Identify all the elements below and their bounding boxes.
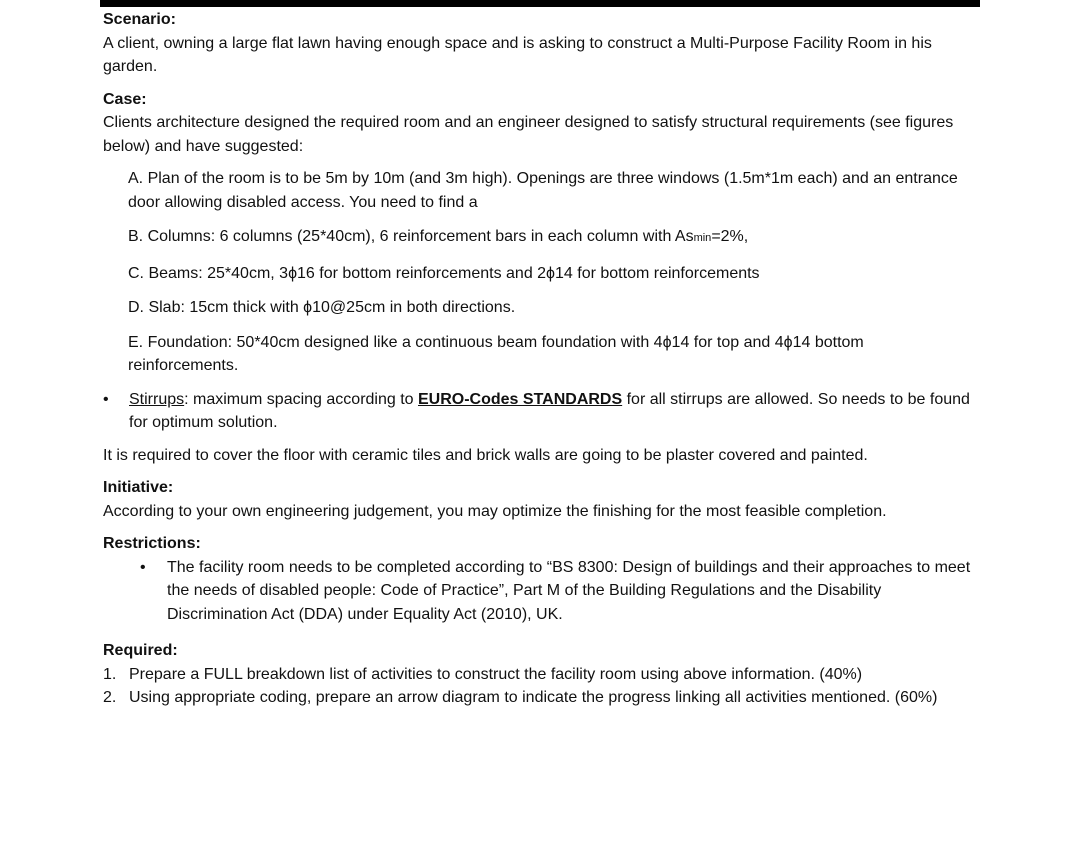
case-item-e: E. Foundation: 50*40cm designed like a continuous beam foundation with 4ϕ14 for top and 4ϕ14 bottom reinforcements. <box>128 333 864 374</box>
bullet-icon: • <box>103 390 109 408</box>
top-rule <box>100 0 980 7</box>
scenario-heading: Scenario: <box>103 11 176 28</box>
scenario-text: A client, owning a large flat lawn having enough space and is asking to construct a Multi-Purpose Facility Room in his garden. <box>103 34 932 75</box>
case-heading: Case: <box>103 90 147 108</box>
restrictions-text: The facility room needs to be completed according to “BS 8300: Design of buildings and their approaches to meet the needs of disabled people: Code of Practice”, Part M of the Building Regulations and the Disability Discrimination Act (DDA) under Equality Act (2010), UK. <box>167 558 971 623</box>
case-item-d: D. Slab: 15cm thick with ϕ10@25cm in both directions. <box>128 299 516 316</box>
case-item-b: B. Columns: 6 columns (25*40cm), 6 reinforcement bars in each column with Asmin=2%, <box>128 228 749 245</box>
bullet-icon: • <box>140 558 146 576</box>
initiative-heading: Initiative: <box>103 479 174 496</box>
document-body <box>103 8 978 710</box>
case-item-c: C. Beams: 25*40cm, 3ϕ16 for bottom reinforcements and 2ϕ14 for bottom reinforcements <box>128 264 760 282</box>
finish-text: It is required to cover the floor with ceramic tiles and brick walls are going to be plaster covered and painted. <box>103 446 868 464</box>
restrictions-heading: Restrictions: <box>103 535 201 552</box>
initiative-text: According to your own engineering judgement, you may optimize the finishing for the most feasible completion. <box>103 502 887 520</box>
required-item-1: 1. Prepare a FULL breakdown list of activities to construct the facility room using above information. (40%) <box>103 665 863 683</box>
restrictions-bullet <box>140 556 978 627</box>
required-heading: Required: <box>103 642 178 659</box>
required-item-2: 2. Using appropriate coding, prepare an arrow diagram to indicate the progress linking all activities mentioned. (60%) <box>103 689 938 706</box>
case-intro: Clients architecture designed the required room and an engineer designed to satisfy structural requirements (see figures below) and have suggested: <box>103 114 954 155</box>
stirrups-bullet: • Stirrups: maximum spacing according to EURO-Codes STANDARDS for all stirrups are allowed. So needs to be found for optimum solution. <box>103 388 978 435</box>
case-item-a: A. Plan of the room is to be 5m by 10m (and 3m high). Openings are three windows (1.5m*1m each) and an entrance door allowing disabled access. You need to find a <box>128 170 958 211</box>
